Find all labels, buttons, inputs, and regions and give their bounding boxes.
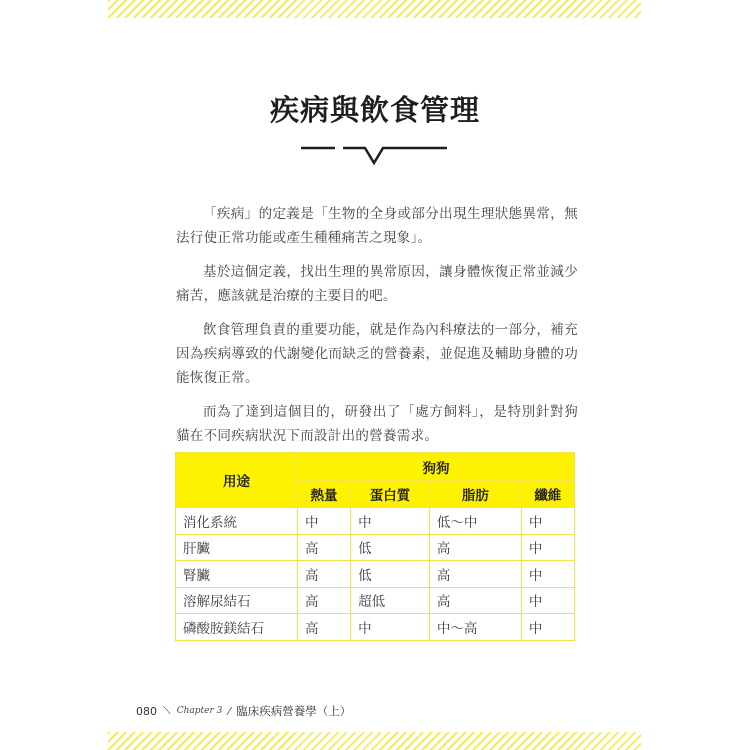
row-label: 磷酸胺鎂結石 bbox=[176, 614, 298, 641]
cell-value: 中 bbox=[351, 508, 430, 535]
header-fiber: 纖維 bbox=[521, 481, 574, 508]
header-protein: 蛋白質 bbox=[351, 481, 430, 508]
cell-value: 中 bbox=[521, 561, 574, 588]
cell-value: 高 bbox=[429, 534, 521, 561]
cell-value: 中 bbox=[521, 587, 574, 614]
cell-value: 高 bbox=[429, 561, 521, 588]
cell-value: 中 bbox=[298, 508, 351, 535]
header-use: 用途 bbox=[176, 453, 298, 508]
page-number: 080 bbox=[136, 704, 157, 718]
cell-value: 低 bbox=[351, 534, 430, 561]
paragraph-diet-role: 飲食管理負責的重要功能，就是作為內科療法的一部分，補充因為疾病導致的代謝變化而缺乏的營養素，並促進及輔助身體的功能恢復正常。 bbox=[176, 322, 578, 386]
row-label: 溶解尿結石 bbox=[176, 587, 298, 614]
row-label: 消化系統 bbox=[176, 508, 298, 535]
row-label: 肝臟 bbox=[176, 534, 298, 561]
cell-value: 中 bbox=[521, 534, 574, 561]
paragraph-treatment: 基於這個定義，找出生理的異常原因，讓身體恢復正常並減少痛苦，應該就是治療的主要目的吧。 bbox=[176, 264, 578, 304]
table-row bbox=[176, 587, 575, 614]
table-row bbox=[176, 534, 575, 561]
page-footer bbox=[136, 703, 351, 719]
paragraph-prescription-food: 而為了達到這個目的，研發出了「處方飼料」，是特別針對狗貓在不同疾病狀況下而設計出的營養需求。 bbox=[176, 404, 578, 444]
top-stripe-band bbox=[108, 0, 641, 18]
header-fat: 脂肪 bbox=[429, 481, 521, 508]
table-row bbox=[176, 508, 575, 535]
title-ornament bbox=[295, 143, 455, 169]
slash-ornament-icon: ⁄ bbox=[228, 704, 231, 718]
cell-value: 高 bbox=[429, 587, 521, 614]
cell-value: 超低 bbox=[351, 587, 430, 614]
bottom-stripe-band bbox=[108, 732, 641, 750]
row-label: 腎臟 bbox=[176, 561, 298, 588]
cell-value: 中〜高 bbox=[429, 614, 521, 641]
slash-ornament-icon: ⟍ bbox=[163, 704, 171, 717]
cell-value: 低 bbox=[351, 561, 430, 588]
cell-value: 低〜中 bbox=[429, 508, 521, 535]
cell-value: 中 bbox=[521, 508, 574, 535]
cell-value: 中 bbox=[521, 614, 574, 641]
cell-value: 中 bbox=[351, 614, 430, 641]
paragraph-definition: 「疾病」的定義是「生物的全身或部分出現生理狀態異常，無法行使正常功能或產生種種痛苦之現象」。 bbox=[176, 206, 578, 246]
header-dog: 狗狗 bbox=[298, 453, 575, 481]
cell-value: 高 bbox=[298, 534, 351, 561]
page-title: 疾病與飲食管理 bbox=[269, 93, 480, 127]
cell-value: 高 bbox=[298, 614, 351, 641]
table-row bbox=[176, 614, 575, 641]
cell-value: 高 bbox=[298, 561, 351, 588]
diet-table bbox=[175, 452, 575, 641]
header-calories: 熱量 bbox=[298, 481, 351, 508]
cell-value: 高 bbox=[298, 587, 351, 614]
chapter-title: 臨床疾病營養學（上） bbox=[236, 704, 352, 718]
table-row bbox=[176, 561, 575, 588]
chapter-label: Chapter 3 bbox=[176, 706, 223, 716]
